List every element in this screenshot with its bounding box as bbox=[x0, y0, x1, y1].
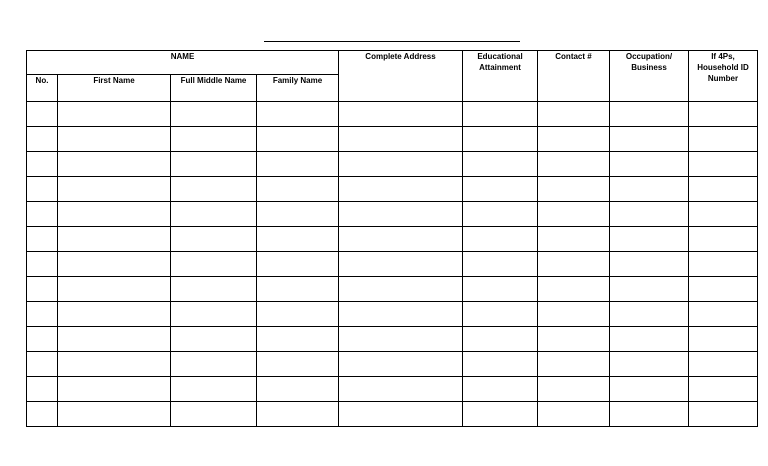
middle-name-cell[interactable] bbox=[171, 127, 257, 152]
education-cell[interactable] bbox=[463, 302, 538, 327]
occupation-cell[interactable] bbox=[610, 402, 689, 427]
occupation-cell[interactable] bbox=[610, 277, 689, 302]
education-cell[interactable] bbox=[463, 102, 538, 127]
education-cell[interactable] bbox=[463, 177, 538, 202]
occupation-cell[interactable] bbox=[610, 352, 689, 377]
table-row bbox=[27, 152, 758, 177]
table-row bbox=[27, 177, 758, 202]
family-name-header: Family Name bbox=[257, 75, 339, 102]
education-cell[interactable] bbox=[463, 127, 538, 152]
fourps-line-2: Household ID bbox=[697, 63, 749, 72]
form-title-line bbox=[264, 41, 520, 42]
contact-cell[interactable] bbox=[538, 152, 610, 177]
education-cell[interactable] bbox=[463, 202, 538, 227]
table-row bbox=[27, 327, 758, 352]
first-name-cell[interactable] bbox=[58, 377, 171, 402]
first-name-cell[interactable] bbox=[58, 202, 171, 227]
number-cell[interactable] bbox=[27, 177, 58, 202]
occupation-cell[interactable] bbox=[610, 252, 689, 277]
middle-name-cell[interactable] bbox=[171, 377, 257, 402]
contact-cell[interactable] bbox=[538, 177, 610, 202]
table-row bbox=[27, 352, 758, 377]
table-row bbox=[27, 202, 758, 227]
household-id-cell[interactable] bbox=[689, 127, 758, 152]
contact-cell[interactable] bbox=[538, 127, 610, 152]
contact-cell[interactable] bbox=[538, 377, 610, 402]
occupation-line-1: Occupation/ bbox=[625, 52, 673, 61]
household-registration-table bbox=[26, 50, 758, 427]
household-id-cell[interactable] bbox=[689, 252, 758, 277]
table-row bbox=[27, 252, 758, 277]
table-row bbox=[27, 302, 758, 327]
table-row bbox=[27, 277, 758, 302]
contact-cell[interactable] bbox=[538, 327, 610, 352]
family-name-cell[interactable] bbox=[257, 302, 339, 327]
occupation-business-header bbox=[610, 51, 689, 102]
address-cell[interactable] bbox=[339, 202, 463, 227]
family-name-cell[interactable] bbox=[257, 202, 339, 227]
family-name-cell[interactable] bbox=[257, 127, 339, 152]
fourps-line-3: Number bbox=[707, 74, 739, 83]
occupation-cell[interactable] bbox=[610, 227, 689, 252]
household-id-cell[interactable] bbox=[689, 327, 758, 352]
number-cell[interactable] bbox=[27, 202, 58, 227]
table-row bbox=[27, 102, 758, 127]
contact-cell[interactable] bbox=[538, 402, 610, 427]
middle-name-cell[interactable] bbox=[171, 202, 257, 227]
address-cell[interactable] bbox=[339, 177, 463, 202]
table-row bbox=[27, 377, 758, 402]
number-cell[interactable] bbox=[27, 252, 58, 277]
occupation-cell[interactable] bbox=[610, 152, 689, 177]
address-cell[interactable] bbox=[339, 327, 463, 352]
household-id-cell[interactable] bbox=[689, 302, 758, 327]
number-cell[interactable] bbox=[27, 277, 58, 302]
family-name-cell[interactable] bbox=[257, 252, 339, 277]
household-id-cell[interactable] bbox=[689, 227, 758, 252]
education-cell[interactable] bbox=[463, 352, 538, 377]
education-cell[interactable] bbox=[463, 402, 538, 427]
educational-attainment-header bbox=[463, 51, 538, 102]
education-cell[interactable] bbox=[463, 377, 538, 402]
contact-cell[interactable] bbox=[538, 227, 610, 252]
address-cell[interactable] bbox=[339, 302, 463, 327]
address-cell[interactable] bbox=[339, 252, 463, 277]
first-name-cell[interactable] bbox=[58, 102, 171, 127]
first-name-cell[interactable] bbox=[58, 152, 171, 177]
educational-attainment-line-1: Educational bbox=[477, 52, 523, 61]
number-cell[interactable] bbox=[27, 152, 58, 177]
occupation-cell[interactable] bbox=[610, 177, 689, 202]
table-body bbox=[27, 102, 758, 427]
family-name-cell[interactable] bbox=[257, 102, 339, 127]
first-name-cell[interactable] bbox=[58, 177, 171, 202]
first-name-cell[interactable] bbox=[58, 302, 171, 327]
contact-cell[interactable] bbox=[538, 102, 610, 127]
middle-name-cell[interactable] bbox=[171, 227, 257, 252]
middle-name-cell[interactable] bbox=[171, 177, 257, 202]
household-id-cell[interactable] bbox=[689, 102, 758, 127]
household-id-cell[interactable] bbox=[689, 177, 758, 202]
occupation-cell[interactable] bbox=[610, 302, 689, 327]
education-cell[interactable] bbox=[463, 327, 538, 352]
address-cell[interactable] bbox=[339, 152, 463, 177]
education-cell[interactable] bbox=[463, 277, 538, 302]
occupation-cell[interactable] bbox=[610, 327, 689, 352]
household-id-cell[interactable] bbox=[689, 352, 758, 377]
contact-cell[interactable] bbox=[538, 252, 610, 277]
middle-name-cell[interactable] bbox=[171, 302, 257, 327]
number-cell[interactable] bbox=[27, 102, 58, 127]
first-name-cell[interactable] bbox=[58, 252, 171, 277]
number-cell[interactable] bbox=[27, 302, 58, 327]
household-id-cell[interactable] bbox=[689, 402, 758, 427]
family-name-cell[interactable] bbox=[257, 227, 339, 252]
first-name-cell[interactable] bbox=[58, 277, 171, 302]
table-row bbox=[27, 227, 758, 252]
middle-name-cell[interactable] bbox=[171, 102, 257, 127]
address-cell[interactable] bbox=[339, 352, 463, 377]
middle-name-header: Full Middle Name bbox=[171, 75, 257, 102]
address-cell[interactable] bbox=[339, 102, 463, 127]
education-cell[interactable] bbox=[463, 252, 538, 277]
educational-attainment-line-2: Attainment bbox=[479, 63, 521, 72]
household-id-cell[interactable] bbox=[689, 152, 758, 177]
family-name-cell[interactable] bbox=[257, 277, 339, 302]
contact-cell[interactable] bbox=[538, 352, 610, 377]
first-name-cell[interactable] bbox=[58, 327, 171, 352]
middle-name-cell[interactable] bbox=[171, 402, 257, 427]
first-name-cell[interactable] bbox=[58, 127, 171, 152]
address-cell[interactable] bbox=[339, 377, 463, 402]
family-name-cell[interactable] bbox=[257, 327, 339, 352]
number-cell[interactable] bbox=[27, 402, 58, 427]
occupation-cell[interactable] bbox=[610, 377, 689, 402]
middle-name-cell[interactable] bbox=[171, 277, 257, 302]
occupation-cell[interactable] bbox=[610, 202, 689, 227]
first-name-header: First Name bbox=[58, 75, 171, 102]
number-cell[interactable] bbox=[27, 327, 58, 352]
family-name-cell[interactable] bbox=[257, 352, 339, 377]
number-cell[interactable] bbox=[27, 377, 58, 402]
family-name-cell[interactable] bbox=[257, 377, 339, 402]
family-name-cell[interactable] bbox=[257, 402, 339, 427]
middle-name-cell[interactable] bbox=[171, 252, 257, 277]
first-name-cell[interactable] bbox=[58, 227, 171, 252]
fourps-household-id-header bbox=[689, 51, 758, 102]
occupation-line-2: Business bbox=[631, 63, 667, 72]
occupation-cell[interactable] bbox=[610, 102, 689, 127]
address-cell[interactable] bbox=[339, 127, 463, 152]
first-name-cell[interactable] bbox=[58, 402, 171, 427]
middle-name-cell[interactable] bbox=[171, 352, 257, 377]
household-id-cell[interactable] bbox=[689, 277, 758, 302]
education-cell[interactable] bbox=[463, 227, 538, 252]
fourps-line-1: If 4Ps, bbox=[711, 52, 735, 61]
contact-number-header: Contact # bbox=[538, 51, 610, 102]
complete-address-header: Complete Address bbox=[339, 51, 463, 102]
household-id-cell[interactable] bbox=[689, 377, 758, 402]
contact-cell[interactable] bbox=[538, 277, 610, 302]
number-header: No. bbox=[27, 75, 58, 102]
first-name-cell[interactable] bbox=[58, 352, 171, 377]
family-name-cell[interactable] bbox=[257, 177, 339, 202]
occupation-cell[interactable] bbox=[610, 127, 689, 152]
table-row bbox=[27, 127, 758, 152]
name-group-header: NAME bbox=[27, 51, 339, 75]
number-cell[interactable] bbox=[27, 127, 58, 152]
table-row bbox=[27, 402, 758, 427]
number-cell[interactable] bbox=[27, 352, 58, 377]
address-cell[interactable] bbox=[339, 402, 463, 427]
address-cell[interactable] bbox=[339, 227, 463, 252]
middle-name-cell[interactable] bbox=[171, 327, 257, 352]
address-cell[interactable] bbox=[339, 277, 463, 302]
middle-name-cell[interactable] bbox=[171, 152, 257, 177]
household-id-cell[interactable] bbox=[689, 202, 758, 227]
number-cell[interactable] bbox=[27, 227, 58, 252]
family-name-cell[interactable] bbox=[257, 152, 339, 177]
education-cell[interactable] bbox=[463, 152, 538, 177]
contact-cell[interactable] bbox=[538, 202, 610, 227]
contact-cell[interactable] bbox=[538, 302, 610, 327]
